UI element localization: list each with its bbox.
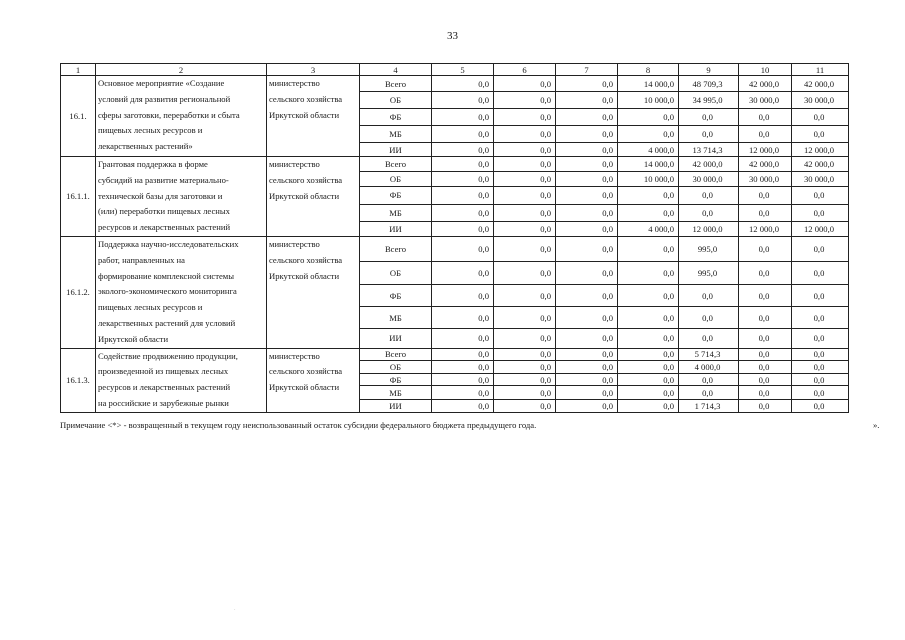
amount-cell: 0,0 xyxy=(739,204,792,221)
amount-cell: 0,0 xyxy=(679,285,739,306)
amount-cell: 0,0 xyxy=(556,261,618,285)
amount-cell: 0,0 xyxy=(494,386,556,400)
amount-cell: 42 000,0 xyxy=(792,157,849,172)
amount-cell: 0,0 xyxy=(556,157,618,172)
amount-cell: 0,0 xyxy=(792,400,849,413)
amount-cell: 30 000,0 xyxy=(792,92,849,109)
amount-cell: 0,0 xyxy=(739,126,792,143)
item-code: 16.1.3. xyxy=(61,348,96,412)
amount-cell: 0,0 xyxy=(556,386,618,400)
table-row xyxy=(61,76,849,92)
amount-cell: 12 000,0 xyxy=(739,143,792,157)
amount-cell: 0,0 xyxy=(432,386,494,400)
scan-speck: . xyxy=(234,606,236,612)
amount-cell: 0,0 xyxy=(792,329,849,348)
amount-cell: 0,0 xyxy=(679,373,739,386)
amount-cell: 0,0 xyxy=(618,373,679,386)
amount-cell: 0,0 xyxy=(618,261,679,285)
funding-source: ФБ xyxy=(360,187,432,204)
amount-cell: 12 000,0 xyxy=(679,221,739,236)
amount-cell: 0,0 xyxy=(792,285,849,306)
column-number: 6 xyxy=(494,64,556,76)
executor-line: министерство xyxy=(269,350,320,361)
description-line: работ, направленных на xyxy=(98,254,185,265)
amount-cell: 0,0 xyxy=(556,236,618,261)
amount-cell: 42 000,0 xyxy=(739,157,792,172)
amount-cell: 0,0 xyxy=(432,285,494,306)
amount-cell: 4 000,0 xyxy=(618,143,679,157)
executor xyxy=(267,157,360,237)
amount-cell: 0,0 xyxy=(618,236,679,261)
description-line: лекарственных растений для условий xyxy=(98,317,236,328)
amount-cell: 0,0 xyxy=(792,306,849,329)
amount-cell: 48 709,3 xyxy=(679,76,739,92)
amount-cell: 0,0 xyxy=(432,126,494,143)
amount-cell: 0,0 xyxy=(679,204,739,221)
amount-cell: 12 000,0 xyxy=(739,221,792,236)
amount-cell: 0,0 xyxy=(556,285,618,306)
column-number: 8 xyxy=(618,64,679,76)
amount-cell: 0,0 xyxy=(618,204,679,221)
amount-cell: 0,0 xyxy=(792,373,849,386)
description-line: (или) переработки пищевых лесных xyxy=(98,206,230,217)
item-description xyxy=(96,236,267,348)
amount-cell: 0,0 xyxy=(739,109,792,126)
executor-line: Иркутской области xyxy=(269,270,340,281)
funding-source: ИИ xyxy=(360,221,432,236)
column-number: 3 xyxy=(267,64,360,76)
amount-cell: 0,0 xyxy=(792,348,849,361)
amount-cell: 0,0 xyxy=(556,204,618,221)
amount-cell: 5 714,3 xyxy=(679,348,739,361)
description-line: субсидий на развитие материально- xyxy=(98,174,229,185)
item-description xyxy=(96,348,267,412)
funding-source: ФБ xyxy=(360,109,432,126)
amount-cell: 0,0 xyxy=(494,187,556,204)
amount-cell: 0,0 xyxy=(792,386,849,400)
column-number: 2 xyxy=(96,64,267,76)
amount-cell: 0,0 xyxy=(618,109,679,126)
amount-cell: 995,0 xyxy=(679,261,739,285)
amount-cell: 42 000,0 xyxy=(792,76,849,92)
funding-source: МБ xyxy=(360,386,432,400)
column-number: 4 xyxy=(360,64,432,76)
description-line: сферы заготовки, переработки и сбыта xyxy=(98,109,240,120)
column-number: 11 xyxy=(792,64,849,76)
amount-cell: 0,0 xyxy=(739,373,792,386)
column-number: 5 xyxy=(432,64,494,76)
description-line: эколого-экономического мониторинга xyxy=(98,286,237,297)
amount-cell: 0,0 xyxy=(792,261,849,285)
funding-source: МБ xyxy=(360,306,432,329)
budget-table xyxy=(60,63,849,413)
item-description xyxy=(96,157,267,237)
amount-cell: 0,0 xyxy=(556,187,618,204)
item-description xyxy=(96,76,267,157)
column-number-row xyxy=(61,64,849,76)
description-line: Грантовая поддержка в форме xyxy=(98,159,208,169)
amount-cell: 0,0 xyxy=(792,187,849,204)
funding-source: МБ xyxy=(360,126,432,143)
amount-cell: 0,0 xyxy=(556,329,618,348)
amount-cell: 0,0 xyxy=(494,76,556,92)
executor-line: сельского хозяйства xyxy=(269,366,343,377)
description-line: на российские и зарубежные рынки xyxy=(98,397,229,408)
amount-cell: 0,0 xyxy=(556,373,618,386)
amount-cell: 0,0 xyxy=(494,329,556,348)
executor-line: министерство xyxy=(269,238,320,249)
executor-line: сельского хозяйства xyxy=(269,254,343,265)
description-line: Содействие продвижению продукции, xyxy=(98,350,238,361)
column-number: 1 xyxy=(61,64,96,76)
amount-cell: 0,0 xyxy=(792,204,849,221)
table-row xyxy=(61,348,849,361)
amount-cell: 0,0 xyxy=(679,126,739,143)
amount-cell: 0,0 xyxy=(618,386,679,400)
amount-cell: 995,0 xyxy=(679,236,739,261)
closing-quote: ». xyxy=(873,420,880,430)
amount-cell: 0,0 xyxy=(618,400,679,413)
amount-cell: 0,0 xyxy=(618,126,679,143)
amount-cell: 0,0 xyxy=(494,143,556,157)
amount-cell: 0,0 xyxy=(792,126,849,143)
funding-source: ИИ xyxy=(360,400,432,413)
amount-cell: 42 000,0 xyxy=(679,157,739,172)
executor-line: министерство xyxy=(269,78,320,88)
description-line: Основное мероприятие «Создание xyxy=(98,78,225,88)
amount-cell: 30 000,0 xyxy=(792,172,849,187)
funding-source: ИИ xyxy=(360,329,432,348)
amount-cell: 0,0 xyxy=(679,386,739,400)
amount-cell: 0,0 xyxy=(556,306,618,329)
funding-source: ОБ xyxy=(360,361,432,374)
amount-cell: 0,0 xyxy=(494,348,556,361)
executor-line: Иркутской области xyxy=(269,109,340,120)
executor xyxy=(267,76,360,157)
amount-cell: 0,0 xyxy=(556,361,618,374)
amount-cell: 0,0 xyxy=(739,261,792,285)
executor xyxy=(267,348,360,412)
amount-cell: 0,0 xyxy=(432,361,494,374)
description-line: формирование комплексной системы xyxy=(98,270,235,281)
amount-cell: 0,0 xyxy=(556,92,618,109)
amount-cell: 0,0 xyxy=(494,157,556,172)
amount-cell: 0,0 xyxy=(494,285,556,306)
amount-cell: 4 000,0 xyxy=(679,361,739,374)
amount-cell: 0,0 xyxy=(432,306,494,329)
description-line: ресурсов и лекарственных растений xyxy=(98,382,231,393)
amount-cell: 0,0 xyxy=(494,221,556,236)
amount-cell: 0,0 xyxy=(556,221,618,236)
amount-cell: 30 000,0 xyxy=(739,92,792,109)
amount-cell: 0,0 xyxy=(494,92,556,109)
amount-cell: 0,0 xyxy=(494,306,556,329)
amount-cell: 0,0 xyxy=(556,172,618,187)
amount-cell: 0,0 xyxy=(432,143,494,157)
amount-cell: 0,0 xyxy=(618,306,679,329)
amount-cell: 0,0 xyxy=(432,172,494,187)
amount-cell: 0,0 xyxy=(556,76,618,92)
amount-cell: 0,0 xyxy=(432,76,494,92)
funding-source: ОБ xyxy=(360,172,432,187)
amount-cell: 0,0 xyxy=(432,236,494,261)
amount-cell: 0,0 xyxy=(618,361,679,374)
funding-source: ФБ xyxy=(360,373,432,386)
footnote: Примечание <*> - возвращенный в текущем году неиспользованный остаток субсидии федерального бюджета предыдущего года. xyxy=(60,420,537,430)
executor-line: Иркутской области xyxy=(269,382,340,393)
description-line: условий для развития региональной xyxy=(98,93,231,104)
executor-line: сельского хозяйства xyxy=(269,174,343,185)
column-number: 7 xyxy=(556,64,618,76)
amount-cell: 0,0 xyxy=(618,329,679,348)
amount-cell: 0,0 xyxy=(494,126,556,143)
amount-cell: 0,0 xyxy=(432,348,494,361)
funding-source: МБ xyxy=(360,204,432,221)
executor-line: сельского хозяйства xyxy=(269,93,343,104)
column-number: 10 xyxy=(739,64,792,76)
amount-cell: 0,0 xyxy=(494,373,556,386)
amount-cell: 10 000,0 xyxy=(618,172,679,187)
amount-cell: 0,0 xyxy=(494,236,556,261)
amount-cell: 0,0 xyxy=(739,400,792,413)
description-line: ресурсов и лекарственных растений xyxy=(98,222,231,233)
amount-cell: 0,0 xyxy=(618,187,679,204)
description-line: пищевых лесных ресурсов и xyxy=(98,125,203,136)
amount-cell: 0,0 xyxy=(494,361,556,374)
funding-source: ФБ xyxy=(360,285,432,306)
executor-line: Иркутской области xyxy=(269,190,340,201)
funding-source: Всего xyxy=(360,157,432,172)
amount-cell: 0,0 xyxy=(432,261,494,285)
table-row xyxy=(61,157,849,172)
amount-cell: 0,0 xyxy=(432,221,494,236)
amount-cell: 0,0 xyxy=(432,329,494,348)
page-number: 33 xyxy=(447,30,458,42)
description-line: Иркутской области xyxy=(98,333,169,344)
amount-cell: 0,0 xyxy=(556,126,618,143)
amount-cell: 0,0 xyxy=(556,109,618,126)
description-line: Поддержка научно-исследовательских xyxy=(98,238,239,249)
item-code: 16.1.1. xyxy=(61,157,96,237)
amount-cell: 0,0 xyxy=(432,373,494,386)
amount-cell: 12 000,0 xyxy=(792,221,849,236)
amount-cell: 14 000,0 xyxy=(618,76,679,92)
funding-source: ИИ xyxy=(360,143,432,157)
description-line: лекарственных растений» xyxy=(98,141,193,152)
amount-cell: 0,0 xyxy=(739,306,792,329)
amount-cell: 0,0 xyxy=(739,236,792,261)
amount-cell: 0,0 xyxy=(432,187,494,204)
amount-cell: 0,0 xyxy=(739,329,792,348)
funding-source: ОБ xyxy=(360,261,432,285)
item-code: 16.1.2. xyxy=(61,236,96,348)
amount-cell: 0,0 xyxy=(494,204,556,221)
description-line: пищевых лесных ресурсов и xyxy=(98,302,203,313)
amount-cell: 0,0 xyxy=(432,157,494,172)
amount-cell: 13 714,3 xyxy=(679,143,739,157)
column-number: 9 xyxy=(679,64,739,76)
description-line: произведенной из пищевых лесных xyxy=(98,366,229,377)
amount-cell: 0,0 xyxy=(494,109,556,126)
amount-cell: 0,0 xyxy=(494,261,556,285)
amount-cell: 0,0 xyxy=(556,143,618,157)
table-row xyxy=(61,236,849,261)
amount-cell: 14 000,0 xyxy=(618,157,679,172)
executor-line: министерство xyxy=(269,159,320,169)
amount-cell: 0,0 xyxy=(494,172,556,187)
amount-cell: 0,0 xyxy=(432,109,494,126)
amount-cell: 0,0 xyxy=(432,204,494,221)
amount-cell: 0,0 xyxy=(739,285,792,306)
amount-cell: 0,0 xyxy=(739,361,792,374)
amount-cell: 34 995,0 xyxy=(679,92,739,109)
amount-cell: 30 000,0 xyxy=(739,172,792,187)
amount-cell: 0,0 xyxy=(792,109,849,126)
funding-source: Всего xyxy=(360,236,432,261)
amount-cell: 1 714,3 xyxy=(679,400,739,413)
amount-cell: 10 000,0 xyxy=(618,92,679,109)
amount-cell: 0,0 xyxy=(679,306,739,329)
amount-cell: 0,0 xyxy=(618,348,679,361)
amount-cell: 42 000,0 xyxy=(739,76,792,92)
amount-cell: 0,0 xyxy=(679,329,739,348)
amount-cell: 0,0 xyxy=(792,236,849,261)
executor xyxy=(267,236,360,348)
amount-cell: 0,0 xyxy=(494,400,556,413)
amount-cell: 0,0 xyxy=(432,400,494,413)
amount-cell: 4 000,0 xyxy=(618,221,679,236)
amount-cell: 0,0 xyxy=(679,109,739,126)
amount-cell: 0,0 xyxy=(792,361,849,374)
amount-cell: 0,0 xyxy=(739,348,792,361)
item-code: 16.1. xyxy=(61,76,96,157)
amount-cell: 30 000,0 xyxy=(679,172,739,187)
funding-source: ОБ xyxy=(360,92,432,109)
funding-source: Всего xyxy=(360,348,432,361)
amount-cell: 0,0 xyxy=(556,348,618,361)
description-line: технической базы для заготовки и xyxy=(98,190,223,201)
amount-cell: 0,0 xyxy=(739,386,792,400)
funding-source: Всего xyxy=(360,76,432,92)
amount-cell: 0,0 xyxy=(739,187,792,204)
amount-cell: 12 000,0 xyxy=(792,143,849,157)
amount-cell: 0,0 xyxy=(618,285,679,306)
amount-cell: 0,0 xyxy=(679,187,739,204)
amount-cell: 0,0 xyxy=(432,92,494,109)
amount-cell: 0,0 xyxy=(556,400,618,413)
